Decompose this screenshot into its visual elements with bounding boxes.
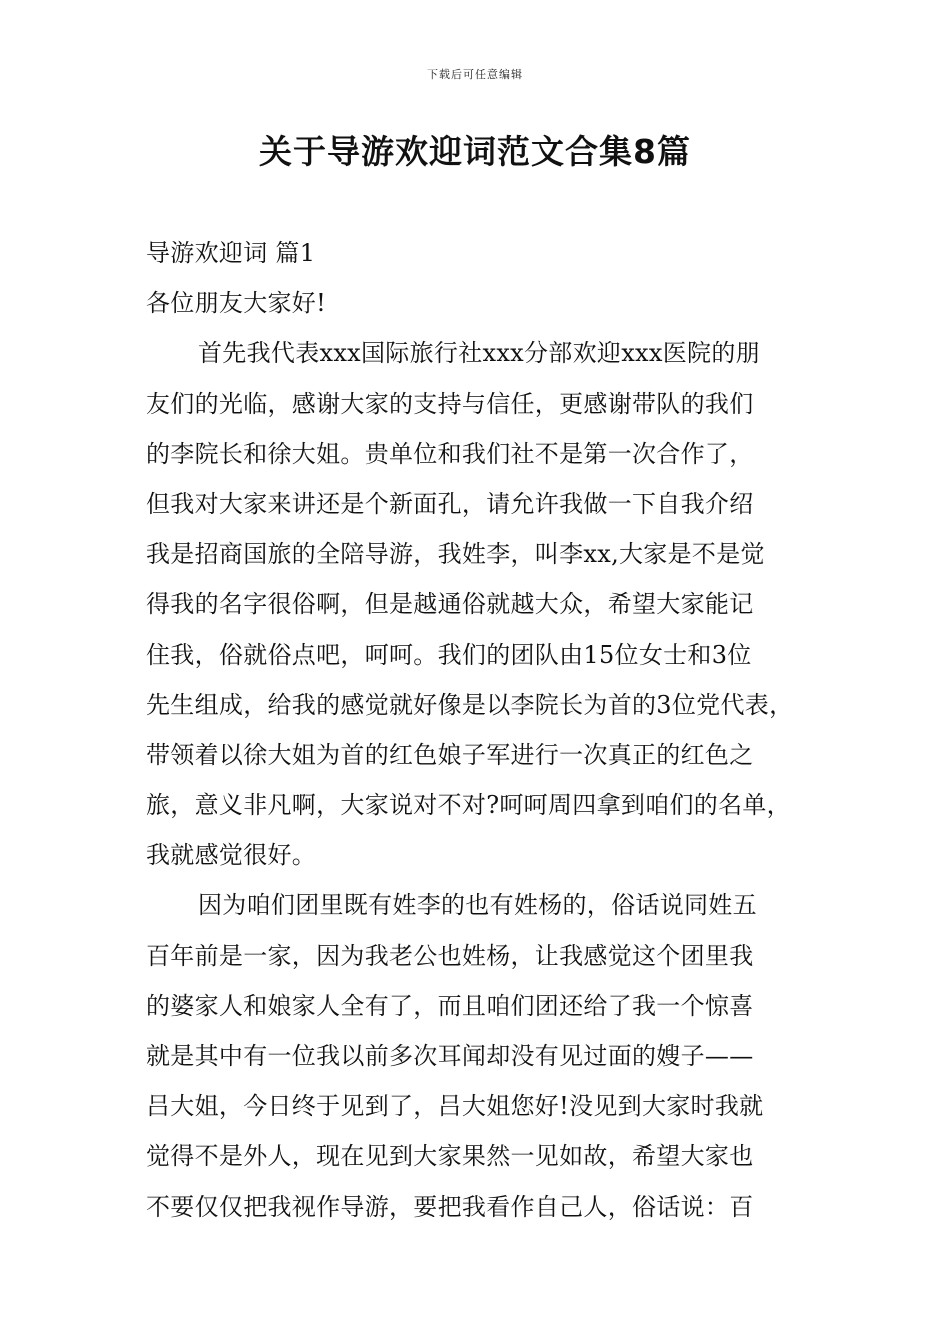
paragraph-line: 的婆家人和娘家人全有了，而且咱们团还给了我一个惊喜 xyxy=(146,991,754,1020)
paragraph-line: 首先我代表xxx国际旅行社xxx分部欢迎xxx医院的朋 xyxy=(198,339,760,368)
paragraph-line: 得我的名字很俗啊，但是越通俗就越大众，希望大家能记 xyxy=(146,590,754,619)
paragraph-line: 就是其中有一位我以前多次耳闻却没有见过面的嫂子—— xyxy=(146,1042,754,1070)
paragraph-line: 我就感觉很好。 xyxy=(146,841,317,870)
paragraph-line: 我是招商国旅的全陪导游，我姓李，叫李xx,大家是不是觉 xyxy=(146,540,765,569)
paragraph-line: 友们的光临，感谢大家的支持与信任，更感谢带队的我们 xyxy=(146,389,754,418)
document-body xyxy=(146,228,822,1232)
document-title: 关于导游欢迎词范文合集8篇 xyxy=(259,132,691,171)
paragraph-line: 的李院长和徐大姐。贵单位和我们社不是第一次合作了， xyxy=(146,439,754,468)
paragraph-2 xyxy=(146,880,822,1231)
paragraph-line: 但我对大家来讲还是个新面孔，请允许我做一下自我介绍 xyxy=(146,489,754,518)
paragraph-line: 百年前是一家，因为我老公也姓杨，让我感觉这个团里我 xyxy=(146,941,754,970)
paragraph-line: 吕大姐，今日终于见到了，吕大姐您好!没见到大家时我就 xyxy=(146,1092,764,1121)
header-note: 下载后可任意编辑 xyxy=(427,68,523,81)
paragraph-line: 因为咱们团里既有姓李的也有姓杨的，俗话说同姓五 xyxy=(198,891,757,920)
paragraph-line: 带领着以徐大姐为首的红色娘子军进行一次真正的红色之 xyxy=(146,740,754,769)
paragraph-line: 住我，俗就俗点吧，呵呵。我们的团队由15位女士和3位 xyxy=(146,640,752,669)
section-heading: 导游欢迎词 篇1 xyxy=(146,239,316,267)
paragraph-line: 觉得不是外人，现在见到大家果然一见如故，希望大家也 xyxy=(146,1142,754,1171)
paragraph-1 xyxy=(146,328,822,880)
paragraph-line: 不要仅仅把我视作导游，要把我看作自己人，俗话说：百 xyxy=(146,1192,754,1221)
greeting-line: 各位朋友大家好! xyxy=(146,289,327,318)
paragraph-line: 旅，意义非凡啊，大家说对不对?呵呵周四拿到咱们的名单， xyxy=(146,791,791,820)
paragraph-line: 先生组成，给我的感觉就好像是以李院长为首的3位党代表， xyxy=(146,690,794,719)
